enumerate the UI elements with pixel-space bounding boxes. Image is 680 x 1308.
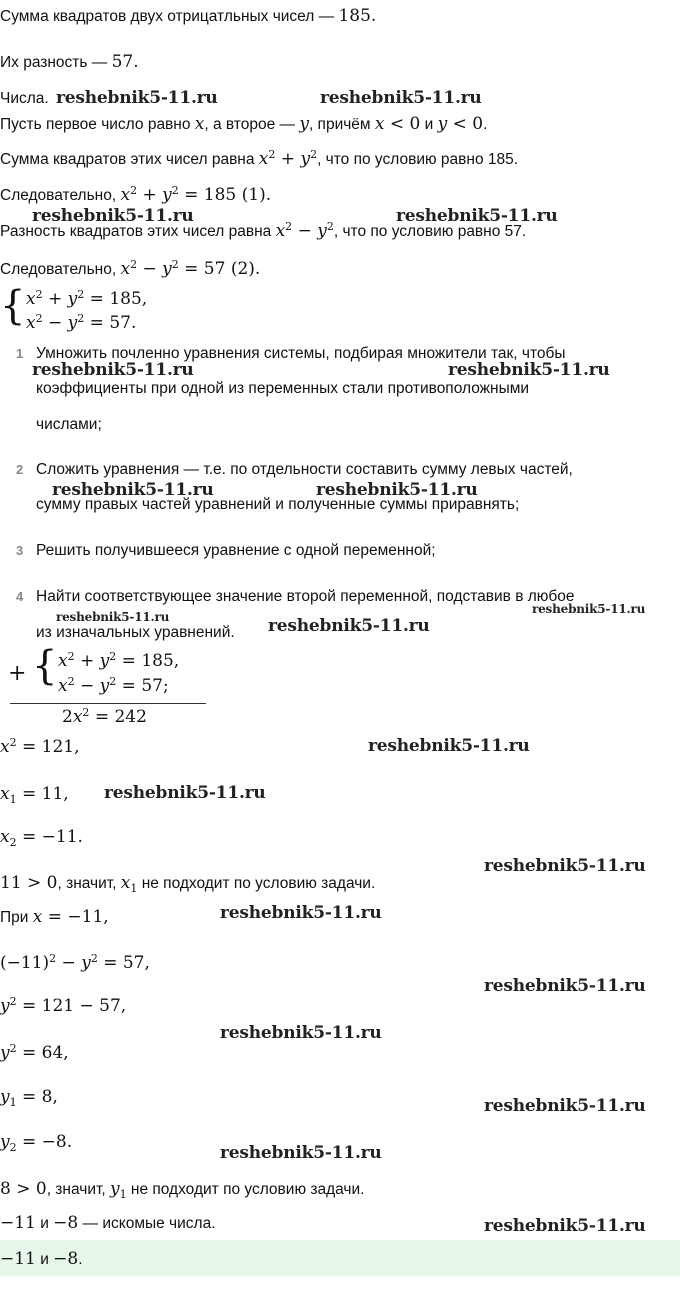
watermark: reshebnik5-11.ru bbox=[448, 360, 610, 380]
answer-line: −11 и −8. bbox=[0, 1249, 83, 1269]
sum-squares-line: Сумма квадратов этих чисел равна $x^2 + y^2$, что по условию равно 185. bbox=[0, 148, 519, 169]
answer-box bbox=[0, 1240, 680, 1276]
system-brace: { bbox=[0, 283, 26, 329]
y2-line: $y_2 = -8$. bbox=[0, 1132, 73, 1154]
when-x-line: При x = −11, bbox=[0, 907, 109, 927]
y-squared-line: $y^2 = 64$, bbox=[0, 1042, 69, 1063]
equation-1-line: Следовательно, $x^2 + y^2 = 185$ (1). bbox=[0, 184, 272, 205]
watermark: reshebnik5-11.ru bbox=[52, 480, 214, 500]
watermark: reshebnik5-11.ru bbox=[56, 88, 218, 108]
watermark: reshebnik5-11.ru bbox=[220, 903, 382, 923]
x1-line: $x_1 = 11$, bbox=[0, 784, 69, 806]
y1-line: $y_1 = 8$, bbox=[0, 1087, 58, 1109]
numbers-label: Числа. bbox=[0, 90, 49, 107]
watermark: reshebnik5-11.ru bbox=[220, 1143, 382, 1163]
let-line: Пусть первое число равно x, а второе — y, причём x < 0 и y < 0. bbox=[0, 114, 488, 134]
x-squared-line: $x^2 = 121$, bbox=[0, 736, 80, 757]
difference-squares-line: Разность квадратов этих чисел равна $x^2 - y^2$, что по условию равно 57. bbox=[0, 220, 527, 241]
equation-2-line: Следовательно, $x^2 - y^2 = 57$ (2). bbox=[0, 258, 261, 279]
watermark: reshebnik5-11.ru bbox=[532, 602, 646, 616]
watermark: reshebnik5-11.ru bbox=[484, 976, 646, 996]
watermark: reshebnik5-11.ru bbox=[56, 610, 170, 624]
sum-line bbox=[10, 703, 206, 704]
y1-rejection-line: 8 > 0, значит, $y_1$ не подходит по условию задачи. bbox=[0, 1179, 365, 1201]
watermark: reshebnik5-11.ru bbox=[316, 480, 478, 500]
watermark: reshebnik5-11.ru bbox=[484, 1096, 646, 1116]
system-brace: { bbox=[32, 643, 58, 689]
watermark: reshebnik5-11.ru bbox=[268, 616, 430, 636]
problem-sum-line: Сумма квадратов двух отрицатльных чисел — 185. bbox=[0, 6, 377, 26]
watermark: reshebnik5-11.ru bbox=[484, 1216, 646, 1236]
y-squared-expr-line: $y^2 = 121 - 57$, bbox=[0, 995, 127, 1016]
watermark: reshebnik5-11.ru bbox=[484, 856, 646, 876]
watermark: reshebnik5-11.ru bbox=[396, 206, 558, 226]
watermark: reshebnik5-11.ru bbox=[104, 783, 266, 803]
x2-line: $x_2 = -11$. bbox=[0, 827, 83, 849]
watermark: reshebnik5-11.ru bbox=[32, 206, 194, 226]
watermark: reshebnik5-11.ru bbox=[32, 360, 194, 380]
plus-sign: + bbox=[8, 661, 27, 686]
watermark: reshebnik5-11.ru bbox=[320, 88, 482, 108]
result-line: −11 и −8 — искомые числа. bbox=[0, 1213, 216, 1233]
watermark: reshebnik5-11.ru bbox=[220, 1023, 382, 1043]
substitution-line: $(-11)^2 - y^2 = 57$, bbox=[0, 952, 150, 973]
x1-rejection-line: 11 > 0, значит, $x_1$ не подходит по условию задачи. bbox=[0, 873, 376, 895]
problem-difference-line: Их разность — 57. bbox=[0, 52, 139, 72]
watermark: reshebnik5-11.ru bbox=[368, 736, 530, 756]
